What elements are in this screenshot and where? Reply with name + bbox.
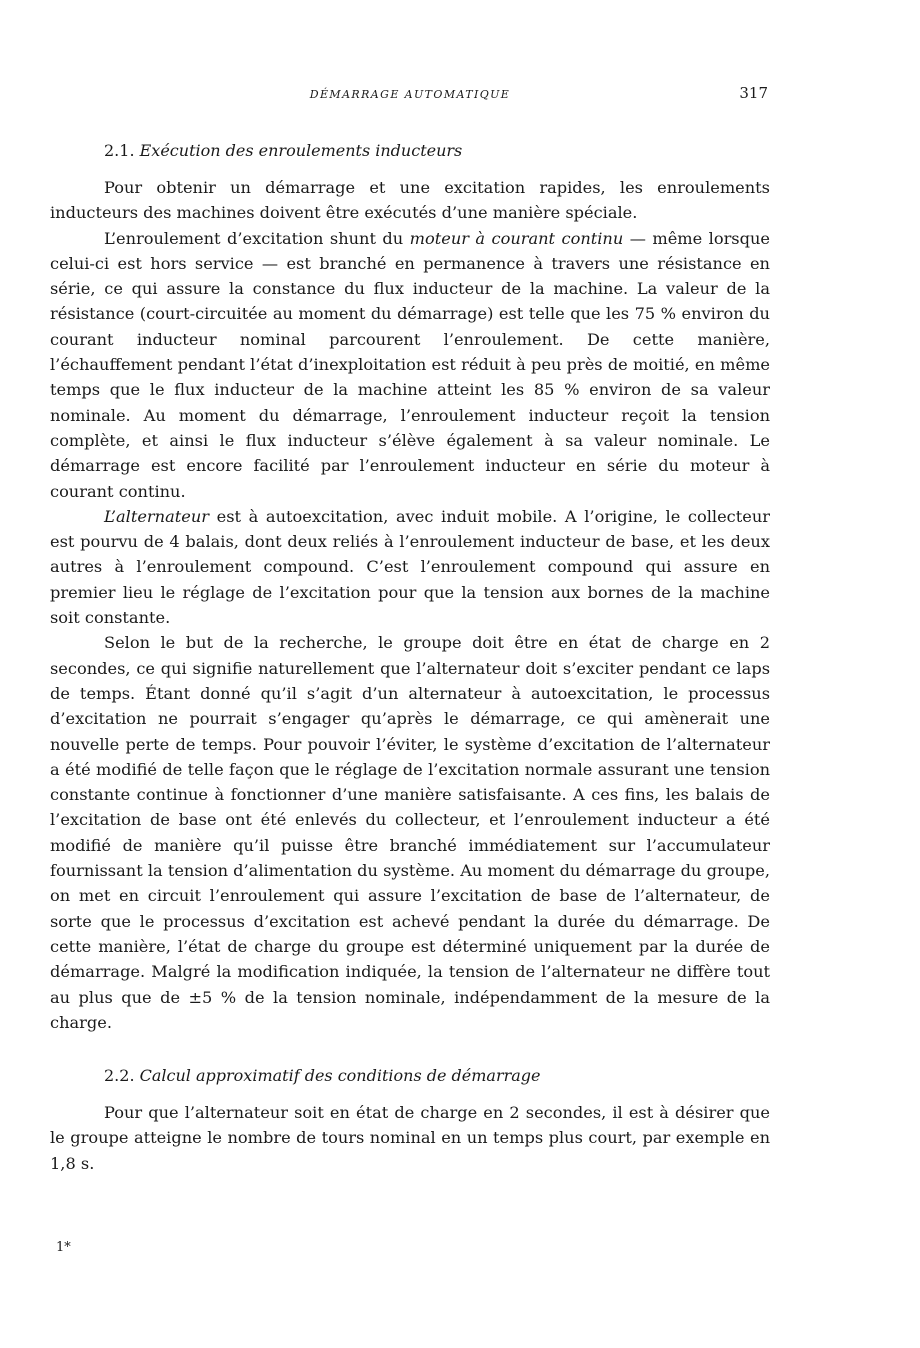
page-number: 317 [739,84,768,102]
section-number: 2.2. [104,1066,135,1086]
emphasis-text: moteur à courant continu [409,228,624,248]
section-heading-2-1 [50,138,770,163]
section-title: Calcul approximatif des conditions de démarrage [139,1066,541,1086]
running-header [50,84,770,108]
paragraph [50,504,770,630]
paragraph: Pour obtenir un démarrage et une excitation rapides, les enroulements inducteurs des machines doivent être exécutés d’une manière spéciale. [50,178,770,223]
section-heading-2-2 [50,1063,770,1088]
paragraph: Selon le but de la recherche, le groupe doit être en état de charge en 2 secondes, ce qui signifie naturellement que l’alternateur doit s’exciter pendant ce laps de temps. Étant donné qu’il s’agit d’un alternateur à autoexcitation, le processus d’excitation ne pourrait s’engager qu’après le démarrage, ce qui amènerait une nouvelle perte de temps. Pour pouvoir l’éviter, le système d’excitation de l’alternateur a été modifié de telle façon que le réglage de l’excitation normale assurant une tension constante continue à fonctionner d’une manière satisfaisante. A ces fins, les balais de l’excitation de base ont été enlevés du collecteur, et l’enroulement inducteur a été modifié de manière qu’il puisse être branché immédiatement sur l’accumulateur fournissant la tension d’alimentation du système. Au moment du démarrage du groupe, on met en circuit l’enroulement qui assure l’excitation de base de l’alternateur, de sorte que le processus d’excitation est achevé pendant la durée du démarrage. De cette manière, l’état de charge du groupe est déterminé uniquement par la durée de démarrage. Malgré la modification indiquée, la tension de l’alternateur ne diffère tout au plus que de ±5 % de la tension nominale, indépendamment de la mesure de la charge. [50,633,770,1032]
page-body [50,84,770,1176]
running-title: DÉMARRAGE AUTOMATIQUE [309,88,511,101]
paragraph-text: — même lorsque celui-ci est hors service — est branché en permanence à travers une résistance en série, ce qui assure la constance du flux inducteur de la machine. La valeur de la résistance (court-circuitée au moment du démarrage) est telle que les 75 % environ du courant inducteur nominal parcourent l’enroulement. De cette manière, l’échauffement pendant l’état d’inexploitation est réduit à peu près de moitié, en même temps que le flux inducteur de la machine atteint les 85 % environ de sa valeur nominale. Au moment du démarrage, l’enroulement inducteur reçoit la tension complète, et ainsi le flux inducteur s’élève également à sa valeur nominale. Le démarrage est encore facilité par l’enroulement inducteur en série du moteur à courant continu. [50,228,770,501]
section-number: 2.1. [104,141,135,160]
signature-mark: 1* [56,1240,71,1255]
emphasis-text: L’alternateur [104,506,209,526]
paragraph: Pour que l’alternateur soit en état de charge en 2 secondes, il est à désirer que le groupe atteigne le nombre de tours nominal en un temps plus court, par exemple en 1,8 s. [50,1103,770,1173]
paragraph [50,226,770,504]
section-title: Exécution des enroulements inducteurs [139,141,463,160]
section-spacer [50,1035,770,1063]
paragraph-text: est à autoexcitation, avec induit mobile. A l’origine, le collecteur est pourvu de 4 balais, dont deux reliés à l’enroulement inducteur de base, et les deux autres à l’enroulement compound. C’est l’enroulement compound qui assure en premier lieu le réglage de l’excitation pour que la tension aux bornes de la machine soit constante. [50,506,770,628]
paragraph-text: L’enroulement d’excitation shunt du [104,228,410,248]
